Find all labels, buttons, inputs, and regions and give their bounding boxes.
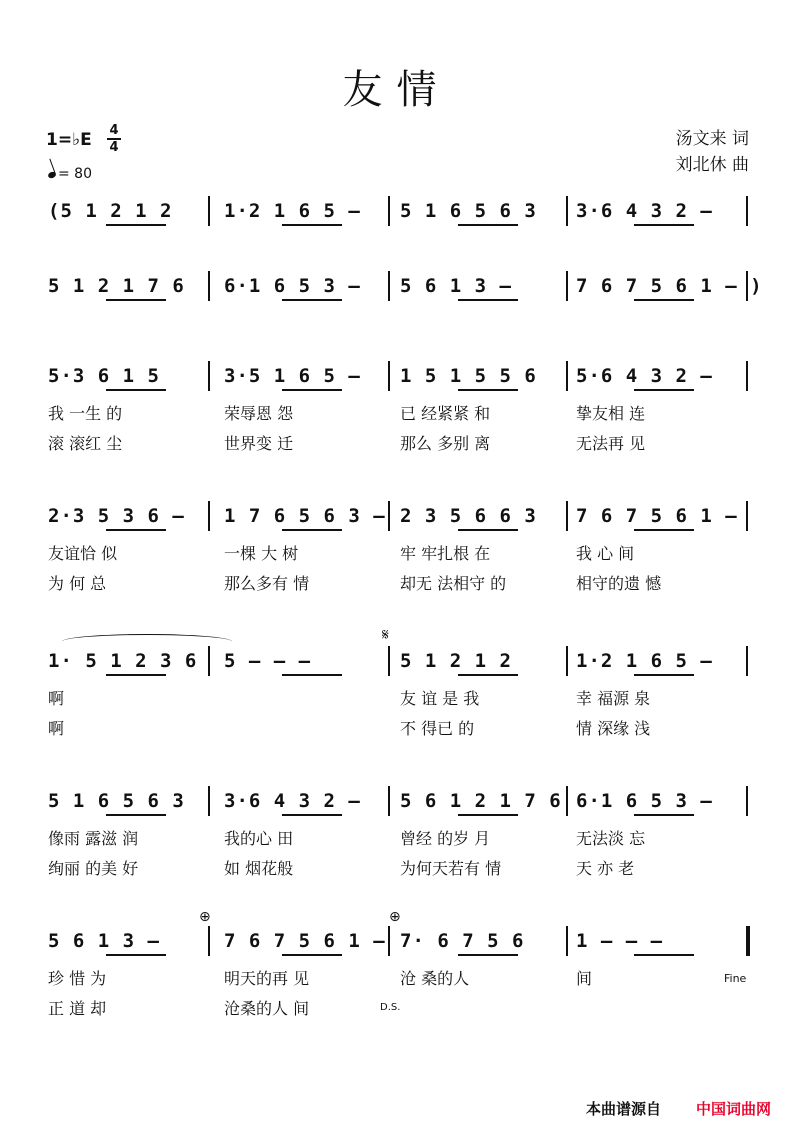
lyric-verse-1: 我 心 间 bbox=[576, 544, 635, 563]
measure-notes: 5·3 6 1 5 bbox=[48, 365, 160, 387]
slur bbox=[62, 634, 232, 649]
beam-line bbox=[458, 814, 518, 816]
fine-mark: Fine bbox=[724, 972, 747, 985]
measure-notes: 7· 6 7 5 6 bbox=[400, 930, 525, 952]
measure-notes: 3·5 1 6 5 – bbox=[224, 365, 361, 387]
barline bbox=[746, 501, 748, 531]
lyric-verse-1: 友谊恰 似 bbox=[48, 544, 118, 563]
barline bbox=[208, 926, 210, 956]
beam-line bbox=[106, 389, 166, 391]
barline bbox=[208, 271, 210, 301]
tempo-mark bbox=[48, 166, 92, 182]
measure-notes: 2 3 5 6 6 3 bbox=[400, 505, 537, 527]
coda-icon: ⊕ bbox=[199, 909, 211, 925]
lyric-verse-2: 为何天若有 情 bbox=[400, 859, 502, 878]
measure-notes: 5 6 1 3 – bbox=[400, 275, 512, 297]
measure-notes: 1· 5 1 2 3 6 bbox=[48, 650, 198, 672]
measure-notes: 6·1 6 5 3 – bbox=[224, 275, 361, 297]
measure-notes: 1·2 1 6 5 – bbox=[224, 200, 361, 222]
barline bbox=[388, 786, 390, 816]
lyric-verse-2: 啊 bbox=[48, 719, 65, 738]
beam-line bbox=[282, 224, 342, 226]
lyric-verse-2: 不 得已 的 bbox=[400, 719, 475, 738]
barline bbox=[746, 196, 748, 226]
beam-line bbox=[282, 299, 342, 301]
barline bbox=[208, 196, 210, 226]
lyric-verse-2: 无法再 见 bbox=[576, 434, 646, 453]
lyric-verse-1: 明天的再 见 bbox=[224, 969, 310, 988]
barline bbox=[208, 501, 210, 531]
measure-notes: 3·6 4 3 2 – bbox=[224, 790, 361, 812]
lyric-verse-1: 像雨 露滋 润 bbox=[48, 829, 139, 848]
beam-line bbox=[106, 224, 166, 226]
measure-notes: 5 6 1 3 – bbox=[48, 930, 160, 952]
lyric-verse-1: 啊 bbox=[48, 689, 65, 708]
lyricist: 汤文来 词 bbox=[675, 129, 749, 149]
barline bbox=[566, 271, 568, 301]
barline bbox=[388, 361, 390, 391]
measure-notes: 1 – – – bbox=[576, 930, 664, 952]
beam-line bbox=[458, 224, 518, 226]
beam-line bbox=[106, 674, 166, 676]
lyric-verse-2: 沧桑的人 间 bbox=[224, 999, 310, 1018]
beam-line bbox=[458, 529, 518, 531]
lyric-verse-1: 牢 牢扎根 在 bbox=[400, 544, 491, 563]
lyric-verse-2: 世界变 迁 bbox=[224, 434, 294, 453]
measure-notes: 1·2 1 6 5 – bbox=[576, 650, 713, 672]
barline bbox=[208, 361, 210, 391]
measure-notes: 5 1 6 5 6 3 bbox=[48, 790, 185, 812]
lyric-verse-2: 那么 多别 离 bbox=[400, 434, 491, 453]
beam-line bbox=[458, 389, 518, 391]
time-sig-top: 4 bbox=[109, 123, 119, 138]
barline bbox=[566, 926, 568, 956]
beam-line bbox=[458, 299, 518, 301]
barline bbox=[208, 786, 210, 816]
barline bbox=[388, 271, 390, 301]
time-sig-bottom: 4 bbox=[109, 140, 119, 155]
lyric-verse-1: 沧 桑的人 bbox=[400, 969, 470, 988]
key-signature: 1=♭E bbox=[46, 130, 92, 150]
beam-line bbox=[634, 674, 694, 676]
coda-icon: ⊕ bbox=[389, 909, 401, 925]
barline bbox=[566, 361, 568, 391]
measure-notes: 5 – – – bbox=[224, 650, 312, 672]
beam-line bbox=[634, 224, 694, 226]
page-title: 友情 bbox=[342, 67, 451, 113]
beam-line bbox=[282, 529, 342, 531]
beam-line bbox=[282, 674, 342, 676]
beam-line bbox=[106, 529, 166, 531]
beam-line bbox=[634, 389, 694, 391]
barline bbox=[566, 786, 568, 816]
lyric-verse-2: 那么多有 情 bbox=[224, 574, 310, 593]
lyric-verse-1: 我的心 田 bbox=[224, 829, 294, 848]
beam-line bbox=[106, 299, 166, 301]
measure-notes: 7 6 7 5 6 1 – bbox=[224, 930, 386, 952]
barline bbox=[746, 646, 748, 676]
barline bbox=[566, 196, 568, 226]
barline bbox=[388, 646, 390, 676]
beam-line bbox=[106, 954, 166, 956]
beam-line bbox=[634, 814, 694, 816]
footer-site-link[interactable]: 中国词曲网 bbox=[696, 1100, 772, 1118]
barline bbox=[388, 501, 390, 531]
lyric-verse-1: 荣辱恩 怨 bbox=[224, 404, 294, 423]
measure-notes: 5 1 6 5 6 3 bbox=[400, 200, 537, 222]
measure-notes: 2·3 5 3 6 – bbox=[48, 505, 185, 527]
measure-notes: 3·6 4 3 2 – bbox=[576, 200, 713, 222]
lyric-verse-1: 珍 惜 为 bbox=[48, 969, 107, 988]
lyric-verse-2: 却无 法相守 的 bbox=[400, 574, 507, 593]
lyric-verse-2: 天 亦 老 bbox=[576, 859, 635, 878]
beam-line bbox=[634, 299, 694, 301]
lyric-verse-1: 友 谊 是 我 bbox=[400, 689, 480, 708]
lyric-verse-1: 间 bbox=[576, 969, 593, 988]
barline bbox=[746, 786, 748, 816]
barline bbox=[388, 926, 390, 956]
lyric-verse-2: 如 烟花般 bbox=[224, 859, 294, 878]
lyric-verse-1: 一棵 大 树 bbox=[224, 544, 299, 563]
lyric-verse-2: 情 深缘 浅 bbox=[576, 719, 651, 738]
measure-notes: 5·6 4 3 2 – bbox=[576, 365, 713, 387]
lyric-verse-1: 无法淡 忘 bbox=[576, 829, 646, 848]
measure-notes: 5 1 2 1 7 6 bbox=[48, 275, 185, 297]
measure-notes: 1 7 6 5 6 3 – bbox=[224, 505, 386, 527]
ds-mark: D.S. bbox=[380, 1002, 401, 1013]
beam-line bbox=[282, 814, 342, 816]
barline bbox=[566, 501, 568, 531]
beam-line bbox=[282, 954, 342, 956]
lyric-verse-2: 正 道 却 bbox=[48, 999, 107, 1018]
barline bbox=[746, 361, 748, 391]
measure-notes: 5 6 1 2 1 7 6 bbox=[400, 790, 562, 812]
lyric-verse-1: 我 一生 的 bbox=[48, 404, 123, 423]
measure-notes: 1 5 1 5 5 6 bbox=[400, 365, 537, 387]
barline bbox=[746, 926, 750, 956]
beam-line bbox=[282, 389, 342, 391]
barline bbox=[566, 646, 568, 676]
measure-notes: 7 6 7 5 6 1 – ) bbox=[576, 275, 763, 297]
barline bbox=[208, 646, 210, 676]
lyric-verse-1: 幸 福源 泉 bbox=[576, 689, 651, 708]
lyric-verse-1: 挚友相 连 bbox=[576, 404, 646, 423]
measure-notes: 6·1 6 5 3 – bbox=[576, 790, 713, 812]
quarter-note-icon bbox=[47, 171, 57, 179]
lyric-verse-2: 为 何 总 bbox=[48, 574, 107, 593]
lyric-verse-1: 已 经紧紧 和 bbox=[400, 404, 491, 423]
segno-icon: 𝄋 bbox=[382, 625, 389, 644]
composer: 刘北休 曲 bbox=[675, 155, 749, 175]
measure-notes: (5 1 2 1 2 bbox=[48, 200, 173, 222]
beam-line bbox=[634, 954, 694, 956]
beam-line bbox=[634, 529, 694, 531]
measure-notes: 7 6 7 5 6 1 – bbox=[576, 505, 738, 527]
lyric-verse-2: 滚 滚红 尘 bbox=[48, 434, 123, 453]
lyric-verse-1: 曾经 的岁 月 bbox=[400, 829, 491, 848]
tempo-value: = 80 bbox=[58, 166, 92, 182]
measure-notes: 5 1 2 1 2 bbox=[400, 650, 512, 672]
lyric-verse-2: 绚丽 的美 好 bbox=[48, 859, 139, 878]
footer-source: 本曲谱源自 bbox=[586, 1100, 662, 1118]
beam-line bbox=[458, 674, 518, 676]
time-signature bbox=[106, 124, 122, 154]
barline bbox=[388, 196, 390, 226]
beam-line bbox=[458, 954, 518, 956]
beam-line bbox=[106, 814, 166, 816]
lyric-verse-2: 相守的遗 憾 bbox=[576, 574, 662, 593]
